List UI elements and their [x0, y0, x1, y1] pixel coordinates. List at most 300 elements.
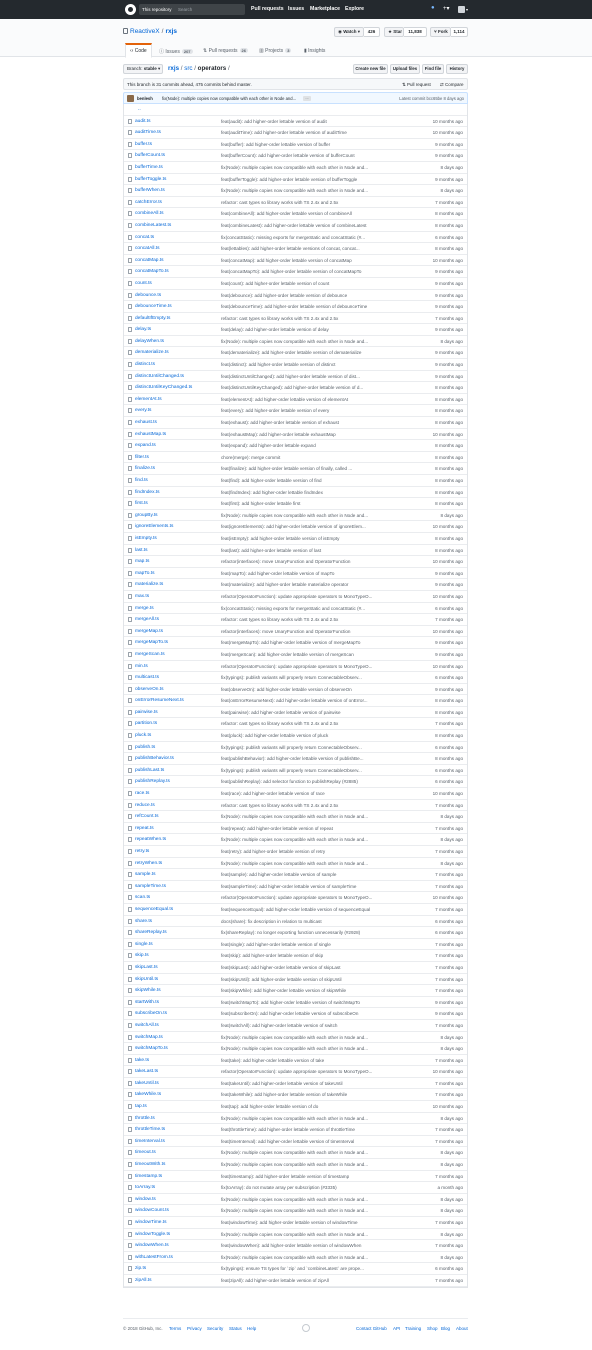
file-commit-message[interactable]: feat(retry): add higher-order lettable version of retry	[221, 849, 326, 854]
file-icon	[128, 293, 132, 298]
file-age: 7 months ago	[435, 1127, 463, 1133]
file-commit-message[interactable]: feat(race): add higher-order lettable version of race	[221, 791, 325, 797]
expand-commit-button[interactable]: ...	[303, 96, 311, 101]
file-name-link[interactable]: pairwise.ts	[135, 709, 158, 715]
file-icon	[128, 1266, 132, 1271]
file-name-link[interactable]: single.ts	[135, 941, 153, 947]
file-icon	[128, 374, 132, 379]
avatar-icon[interactable]	[458, 6, 465, 13]
file-name-link[interactable]: timeout.ts	[135, 1150, 156, 1156]
file-commit-message[interactable]: feat(take): add higher-order lettable version of take	[221, 1057, 325, 1063]
file-age: 10 months ago	[432, 130, 463, 136]
file-name-link[interactable]: min.ts	[135, 663, 148, 669]
find-file-button[interactable]: Find file	[422, 64, 444, 74]
file-name-link[interactable]: groupBy.ts	[135, 512, 158, 518]
file-name-link[interactable]: exhaustMap.ts	[135, 431, 167, 437]
file-commit-message[interactable]: feat(single): add higher-order lettable version of single	[221, 941, 331, 947]
file-icon	[128, 350, 132, 355]
branch-selector[interactable]: Branch: stable ▾	[123, 64, 163, 74]
parent-directory-link[interactable]: ..	[124, 104, 467, 116]
file-commit-message[interactable]: feat(takeUntil): add higher-order lettable version of takeUntil	[221, 1080, 343, 1086]
file-row	[124, 336, 467, 348]
file-age: 7 months ago	[435, 849, 463, 854]
breadcrumb-src[interactable]: src	[184, 65, 193, 72]
file-age: 8 months ago	[435, 454, 463, 460]
file-commit-message[interactable]: feat(skip): add higher-order lettable version of skip	[221, 953, 324, 959]
file-name-link[interactable]: switchMap.ts	[135, 1034, 163, 1040]
file-commit-message[interactable]: fix(typings): ensure TS types for `zip` and `combineLatest` are prope...	[221, 1266, 364, 1272]
tab-code[interactable]: ‹› Code	[125, 43, 152, 58]
file-name-link[interactable]: delay.ts	[135, 327, 152, 333]
file-commit-message[interactable]: refactor: cast types so library works with TS 2.4x and 2.5x	[221, 199, 339, 205]
file-commit-message[interactable]: feat(distinctUntilKeyChanged): add higher-order lettable version of d...	[221, 385, 364, 391]
commit-message[interactable]: fix(Node): multiple copies now compatible with each other in Node and...	[162, 96, 297, 101]
fork-button[interactable]: ⑂ Fork	[430, 27, 451, 37]
file-commit-message[interactable]: feat(delay): add higher-order lettable version of delay	[221, 327, 329, 333]
file-commit-message[interactable]: fix(Node): multiple copies now compatible with each other in Node and...	[221, 1231, 369, 1237]
fork-count[interactable]: 1,114	[451, 27, 468, 37]
file-name-link[interactable]: auditTime.ts	[135, 130, 161, 136]
file-name-link[interactable]: timestamp.ts	[135, 1173, 163, 1179]
nav-issues[interactable]: Issues	[288, 6, 305, 12]
bell-icon[interactable]: ●	[431, 5, 435, 11]
file-commit-message[interactable]: fix(concatStatic): missing exports for mergeStatic and concatStatic (#...	[221, 605, 365, 611]
file-commit-message[interactable]: feat(findIndex): add higher-order lettable findIndex	[221, 489, 323, 495]
file-age: 7 months ago	[435, 315, 463, 321]
file-age: 9 months ago	[435, 362, 463, 368]
file-name-link[interactable]: skipWhile.ts	[135, 988, 161, 994]
history-button[interactable]: History	[446, 64, 468, 74]
file-commit-message[interactable]: chore(merge): merge commit	[221, 454, 281, 460]
file-name-link[interactable]: delayWhen.ts	[135, 338, 165, 344]
file-commit-message[interactable]: fix(toArray): do not mutate array per subscription (#3335)	[221, 1185, 337, 1191]
file-commit-message[interactable]: feat(elementAt): add higher-order lettable version of elementAt	[221, 396, 349, 402]
file-name-link[interactable]: distinctUntilChanged.ts	[135, 373, 185, 379]
file-commit-message[interactable]: fix(Node): multiple copies now compatible with each other in Node and...	[221, 512, 369, 518]
file-name-link[interactable]: retryWhen.ts	[135, 860, 163, 866]
file-commit-message[interactable]: feat(mapTo): add higher-order lettable version of mapTo	[221, 570, 335, 576]
star-button[interactable]: ★ Star	[384, 27, 404, 37]
tab-projects[interactable]: ▥ Projects 3	[259, 48, 290, 54]
file-name-link[interactable]: count.ts	[135, 280, 152, 286]
file-name-link[interactable]: audit.ts	[135, 118, 151, 124]
file-commit-message[interactable]: fix(Node): multiple copies now compatible with each other in Node and...	[221, 338, 369, 344]
file-name-link[interactable]: throttle.ts	[135, 1115, 155, 1121]
github-logo-icon[interactable]	[125, 4, 136, 15]
file-name-link[interactable]: filter.ts	[135, 454, 149, 460]
file-name-link[interactable]: mergeAll.ts	[135, 617, 159, 623]
file-commit-message[interactable]: feat(skipLast): add higher-order lettable version of skipLast	[221, 964, 341, 970]
file-name-link[interactable]: timeInterval.ts	[135, 1138, 165, 1144]
file-commit-message[interactable]: refactor(OperatorFunction): update appropriate operators to MonoTypeO...	[221, 895, 373, 901]
file-age: 8 days ago	[440, 1254, 463, 1260]
file-row	[124, 359, 467, 371]
footer-link-contact[interactable]: Contact GitHub	[356, 1326, 387, 1331]
author-avatar[interactable]	[127, 95, 134, 102]
file-name-link[interactable]: skipLast.ts	[135, 964, 158, 970]
file-commit-message[interactable]: feat(dematerialize): add higher-order lettable version of dematerialize	[221, 350, 362, 356]
file-commit-message[interactable]: feat(concatMapTo): add higher-order lettable version of concatMapTo	[221, 269, 362, 275]
file-commit-message[interactable]: feat(windowTime): add higher-order lettable version of windowTime	[221, 1220, 358, 1225]
file-name-link[interactable]: mergeMap.ts	[135, 628, 163, 634]
file-row	[124, 382, 467, 394]
file-commit-message[interactable]: fix(typings): publish variants will properly return ConnectableObserv...	[221, 744, 362, 750]
file-name-link[interactable]: windowToggle.ts	[135, 1231, 171, 1237]
file-commit-message[interactable]: feat(lettables): add higher-order lettable versions of concat, concat...	[221, 246, 360, 252]
file-commit-message[interactable]: feat(count): add higher-order lettable version of count	[221, 280, 330, 286]
file-commit-message[interactable]: feat(combineAll): add higher-order lettable version of combineAll	[221, 211, 352, 217]
footer-link-api[interactable]: API	[393, 1326, 401, 1331]
file-icon	[128, 165, 132, 170]
file-icon	[128, 1023, 132, 1028]
file-commit-message[interactable]: fix(Node): multiple copies now compatible with each other in Node and...	[221, 837, 369, 843]
file-age: 7 months ago	[435, 953, 463, 959]
footer-link-shop[interactable]: Shop	[427, 1326, 438, 1331]
file-commit-message[interactable]: fix(Node): multiple copies now compatible with each other in Node and...	[221, 1162, 369, 1168]
file-name-link[interactable]: bufferCount.ts	[135, 153, 166, 159]
file-commit-message[interactable]: feat(distinctUntilChanged): add higher-order lettable version of dist...	[221, 373, 360, 379]
file-name-link[interactable]: map.ts	[135, 559, 150, 565]
file-name-link[interactable]: distinct.ts	[135, 362, 155, 368]
file-name-link[interactable]: materialize.ts	[135, 582, 164, 588]
watch-button[interactable]: ◉ Watch ▾	[334, 27, 364, 37]
file-name-link[interactable]: distinctUntilKeyChanged.ts	[135, 385, 193, 391]
file-name-link[interactable]: sequenceEqual.ts	[135, 906, 174, 912]
file-name-link[interactable]: takeWhile.ts	[135, 1092, 162, 1098]
file-commit-message[interactable]: feat(timeInterval): add higher-order lettable version of timeInterval	[221, 1138, 355, 1144]
file-commit-message[interactable]: feat(switchMapTo): add higher-order lettable version of switchMapTo	[221, 999, 360, 1005]
file-commit-message[interactable]: fix(Node): multiple copies now compatible with each other in Node and...	[221, 1208, 369, 1214]
file-commit-message[interactable]: fix(Node): multiple copies now compatible with each other in Node and...	[221, 814, 369, 820]
file-name-link[interactable]: windowTime.ts	[135, 1220, 167, 1225]
file-commit-message[interactable]: feat(pluck): add higher-order lettable version of pluck	[221, 733, 329, 739]
file-name-link[interactable]: buffer.ts	[135, 141, 152, 147]
search-input[interactable]	[139, 4, 245, 15]
file-commit-message[interactable]: feat(materialize): add higher-order lettable materialize operator	[221, 582, 349, 588]
file-age: 7 months ago	[435, 1138, 463, 1144]
file-name-link[interactable]: concat.ts	[135, 234, 155, 240]
file-name-link[interactable]: repeatWhen.ts	[135, 837, 167, 843]
file-age: 8 months ago	[435, 385, 463, 391]
file-commit-message[interactable]: fix(Node): multiple copies now compatible with each other in Node and...	[221, 860, 369, 866]
file-commit-message[interactable]: feat(exhaustMap): add higher-order lettable exhaustMap	[221, 431, 336, 437]
file-commit-message[interactable]: feat(bufferToggle): add higher-order lettable version of bufferToggle	[221, 176, 358, 182]
file-age: 7 months ago	[435, 617, 463, 623]
file-commit-message[interactable]: refactor(OperatorFunction): update appropriate operators to MonoTypeO...	[221, 1069, 373, 1075]
file-commit-message[interactable]: fix(typings): publish variants will properly return ConnectableObserv...	[221, 767, 362, 773]
nav-explore[interactable]: Explore	[345, 6, 365, 12]
file-name-link[interactable]: merge.ts	[135, 605, 154, 611]
file-commit-message[interactable]: fix(Node): multiple copies now compatible with each other in Node and...	[221, 1115, 369, 1121]
file-commit-message[interactable]: feat(find): add higher-order lettable version of find	[221, 478, 322, 483]
file-row	[124, 881, 467, 893]
file-commit-message[interactable]: feat(timestamp): add higher-order lettable version of timestamp	[221, 1173, 350, 1179]
file-name-link[interactable]: startWith.ts	[135, 999, 159, 1005]
file-row	[124, 1171, 467, 1183]
file-name-link[interactable]: repeat.ts	[135, 825, 154, 831]
file-commit-message[interactable]: feat(mergeMapTo): add higher-order lettable version of mergeMapTo	[221, 640, 361, 646]
file-name-link[interactable]: retry.ts	[135, 849, 150, 854]
fork-icon: ⑂	[434, 29, 438, 34]
file-name-link[interactable]: race.ts	[135, 791, 150, 797]
file-name-link[interactable]: find.ts	[135, 478, 148, 483]
footer-link-terms[interactable]: Terms	[169, 1326, 182, 1331]
file-commit-message[interactable]: feat(windowWhen): add higher-order lettable version of windowWhen	[221, 1243, 362, 1249]
tab-issues[interactable]: ⓘ Issues 207	[159, 49, 191, 55]
footer-link-security[interactable]: Security	[207, 1326, 224, 1331]
file-commit-message[interactable]: fix(Node): multiple copies now compatible with each other in Node and...	[221, 1254, 369, 1260]
tab-pull-requests[interactable]: ⇅ Pull requests 26	[203, 48, 246, 54]
file-name-link[interactable]: scan.ts	[135, 895, 151, 901]
file-name-link[interactable]: sampleTime.ts	[135, 883, 167, 889]
file-commit-message[interactable]: feat(expand): add higher-order lettable expand	[221, 443, 316, 449]
file-icon	[128, 258, 132, 263]
file-name-link[interactable]: publishLast.ts	[135, 767, 165, 773]
file-name-link[interactable]: switchMapTo.ts	[135, 1046, 168, 1052]
file-commit-message[interactable]: feat(onErrorResumeNext): add higher-order lettable version of onError...	[221, 698, 368, 704]
file-commit-message[interactable]: feat(sampleTime): add higher-order lettable version of sampleTime	[221, 883, 357, 889]
file-commit-message[interactable]: feat(publishBehavior): add higher-order lettable version of publishBe...	[221, 756, 364, 762]
file-commit-message[interactable]: refactor(interfaces): move UnaryFunction and OperatorFunction	[221, 628, 351, 634]
file-age: 8 months ago	[435, 222, 463, 228]
file-icon	[128, 1116, 132, 1121]
file-name-link[interactable]: multicast.ts	[135, 675, 159, 681]
file-commit-message[interactable]: feat(audit): add higher-order lettable version of audit	[221, 118, 327, 124]
footer-link-status[interactable]: Status	[229, 1326, 242, 1331]
upload-files-button[interactable]: Upload files	[390, 64, 420, 74]
github-mark-icon[interactable]	[302, 1324, 310, 1332]
file-commit-message[interactable]: feat(tap): add higher-order lettable version of do	[221, 1104, 319, 1110]
pull-request-link[interactable]: ⇅ Pull request	[402, 82, 431, 87]
file-name-link[interactable]: exhaust.ts	[135, 420, 157, 426]
file-age: 8 months ago	[435, 709, 463, 715]
file-commit-message[interactable]: feat(isEmpty): add higher-order lettable version of isEmpty	[221, 535, 340, 541]
file-commit-message[interactable]: feat(skipUntil): add higher-order lettable version of skipUntil	[221, 976, 342, 982]
file-commit-message[interactable]: feat(concatMap): add higher-order lettable version of concatMap	[221, 257, 352, 263]
file-commit-message[interactable]: feat(finalize): add higher-order lettable version of finally, called ...	[221, 466, 353, 472]
file-name-link[interactable]: takeUntil.ts	[135, 1080, 159, 1086]
commit-author[interactable]: benlesh	[137, 96, 153, 101]
file-name-link[interactable]: reduce.ts	[135, 802, 155, 808]
file-row	[124, 1182, 467, 1194]
file-name-link[interactable]: mapTo.ts	[135, 570, 155, 576]
file-commit-message[interactable]: feat(mergeScan): add higher-order lettable version of mergeScan	[221, 651, 354, 657]
footer-link-training[interactable]: Training	[405, 1326, 422, 1331]
file-icon	[128, 246, 132, 251]
file-name-link[interactable]: onErrorResumeNext.ts	[135, 698, 184, 704]
file-name-link[interactable]: shareReplay.ts	[135, 930, 167, 936]
star-count[interactable]: 11,838	[404, 27, 427, 37]
file-commit-message[interactable]: feat(zipAll): add higher-order lettable version of zipAll	[221, 1277, 329, 1283]
file-row	[124, 1229, 467, 1241]
file-icon	[128, 490, 132, 495]
file-name-link[interactable]: toArray.ts	[135, 1185, 156, 1191]
file-row	[124, 869, 467, 881]
file-name-link[interactable]: debounceTime.ts	[135, 304, 172, 310]
file-commit-message[interactable]: feat(combineLatest): add higher-order lettable version of combineLatest	[221, 222, 367, 228]
file-commit-message[interactable]: feat(repeat): add higher-order lettable version of repeat	[221, 825, 333, 831]
nav-marketplace[interactable]: Marketplace	[310, 6, 340, 12]
file-name-link[interactable]: defaultIfEmpty.ts	[135, 315, 171, 321]
footer-link-blog[interactable]: Blog	[441, 1326, 451, 1331]
file-commit-message[interactable]: feat(sequenceEqual): add higher-order lettable version of sequenceEqual	[221, 906, 371, 912]
file-name-link[interactable]: isEmpty.ts	[135, 535, 157, 541]
file-commit-message[interactable]: fix(Node): multiple copies now compatible with each other in Node and...	[221, 1034, 369, 1040]
file-name-link[interactable]: dematerialize.ts	[135, 350, 169, 356]
file-commit-message[interactable]: feat(first): add higher-order lettable first	[221, 501, 301, 507]
nav-pull-requests[interactable]: Pull requests	[251, 6, 284, 12]
file-row	[124, 950, 467, 962]
file-commit-message[interactable]: fix(Node): multiple copies now compatible with each other in Node and...	[221, 188, 369, 194]
file-icon	[128, 965, 132, 970]
file-commit-message[interactable]: feat(bufferCount): add higher-order lettable version of bufferCount	[221, 153, 355, 159]
file-commit-message[interactable]: refactor: cast types so library works with TS 2.4x and 2.5x	[221, 617, 339, 623]
file-name-link[interactable]: withLatestFrom.ts	[135, 1254, 173, 1260]
file-commit-message[interactable]: refactor: cast types so library works with TS 2.4x and 2.5x	[221, 802, 339, 808]
file-commit-message[interactable]: feat(last): add higher-order lettable version of last	[221, 547, 322, 553]
file-name-link[interactable]: take.ts	[135, 1057, 150, 1063]
file-name-link[interactable]: concatMapTo.ts	[135, 269, 169, 275]
file-name-link[interactable]: findIndex.ts	[135, 489, 160, 495]
file-commit-message[interactable]: feat(every): add higher-order lettable version of every	[221, 408, 330, 414]
file-commit-message[interactable]: refactor(interfaces): move UnaryFunction and OperatorFunction	[221, 559, 351, 565]
file-name-link[interactable]: skipUntil.ts	[135, 976, 159, 982]
file-commit-message[interactable]: feat(buffer): add higher-order lettable version of buffer	[221, 141, 331, 147]
file-commit-message[interactable]: refactor(OperatorFunction): update appropriate operators to MonoTypeO...	[221, 593, 373, 599]
file-name-link[interactable]: tap.ts	[135, 1104, 147, 1110]
file-commit-message[interactable]: feat(debounce): add higher-order lettable version of debounce	[221, 292, 348, 298]
file-commit-message[interactable]: fix(typings): publish variants will properly return ConnectableObserv...	[221, 675, 362, 681]
file-commit-message[interactable]: refactor: cast types so library works with TS 2.4x and 2.5x	[221, 315, 339, 321]
chevron-down-icon[interactable]: ▾	[466, 7, 469, 12]
footer	[123, 1318, 468, 1338]
file-commit-message[interactable]: fix(Node): multiple copies now compatible with each other in Node and...	[221, 1196, 369, 1202]
file-commit-message[interactable]: feat(debounceTime): add higher-order lettable version of debounceTime	[221, 304, 368, 310]
file-icon	[128, 803, 132, 808]
file-name-link[interactable]: observeOn.ts	[135, 686, 164, 692]
file-icon	[128, 559, 132, 564]
file-name-link[interactable]: switchAll.ts	[135, 1022, 159, 1028]
file-name-link[interactable]: first.ts	[135, 501, 148, 507]
file-commit-message[interactable]: feat(observeOn): add higher-order lettable version of observeOn	[221, 686, 352, 692]
file-name-link[interactable]: publishReplay.ts	[135, 779, 170, 785]
file-name-link[interactable]: subscribeOn.ts	[135, 1011, 167, 1017]
footer-link-privacy[interactable]: Privacy	[187, 1326, 202, 1331]
file-name-link[interactable]: last.ts	[135, 547, 148, 553]
file-commit-message[interactable]: feat(exhaust): add higher-order lettable version of exhaust	[221, 420, 339, 426]
file-name-link[interactable]: every.ts	[135, 408, 152, 414]
file-name-link[interactable]: bufferTime.ts	[135, 164, 163, 170]
file-commit-message[interactable]: feat(skipWhile): add higher-order lettable version of skipWhile	[221, 988, 347, 994]
file-name-link[interactable]: share.ts	[135, 918, 153, 924]
file-row	[124, 255, 467, 267]
file-name-link[interactable]: concatMap.ts	[135, 257, 164, 263]
file-name-link[interactable]: refCount.ts	[135, 814, 159, 820]
file-name-link[interactable]: expand.ts	[135, 443, 156, 449]
pull-requests-count: 26	[241, 48, 246, 53]
file-commit-message[interactable]: refactor: cast types so library works with TS 2.4x and 2.5x	[221, 721, 339, 727]
file-name-link[interactable]: max.ts	[135, 593, 150, 599]
file-age: 9 months ago	[435, 350, 463, 356]
file-icon	[128, 548, 132, 553]
file-name-link[interactable]: mergeScan.ts	[135, 651, 165, 657]
file-name-link[interactable]: windowCount.ts	[135, 1208, 169, 1214]
file-name-link[interactable]: partition.ts	[135, 721, 158, 727]
file-name-link[interactable]: ignoreElements.ts	[135, 524, 174, 530]
plus-icon[interactable]: +▾	[443, 6, 450, 12]
file-commit-message[interactable]: feat(sample): add higher-order lettable version of sample	[221, 872, 337, 878]
file-name-link[interactable]: bufferToggle.ts	[135, 176, 167, 182]
file-name-link[interactable]: window.ts	[135, 1196, 156, 1202]
file-row	[124, 1217, 467, 1229]
tab-insights[interactable]: ▮ Insights	[304, 48, 326, 54]
file-commit-message[interactable]: feat(throttleTime): add higher-order lettable version of throttleTime	[221, 1127, 355, 1133]
file-age: 9 months ago	[435, 1011, 463, 1017]
create-new-file-button[interactable]: Create new file	[353, 64, 388, 74]
file-commit-message[interactable]: fix(Node): multiple copies now compatible with each other in Node and...	[221, 1046, 369, 1052]
file-row	[124, 811, 467, 823]
file-commit-message[interactable]: feat(switchAll): add higher-order lettable version of switch	[221, 1022, 338, 1028]
file-name-link[interactable]: takeLast.ts	[135, 1069, 159, 1075]
file-commit-message[interactable]: feat(pairwise): add higher-order lettable version of pairwise	[221, 709, 341, 715]
file-name-link[interactable]: zip.ts	[135, 1266, 147, 1272]
file-age: 7 months ago	[435, 1173, 463, 1179]
repo-name-link[interactable]: rxjs	[165, 28, 178, 35]
file-name-link[interactable]: throttleTime.ts	[135, 1127, 166, 1133]
file-name-link[interactable]: publishBehavior.ts	[135, 756, 174, 762]
file-commit-message[interactable]: feat(ignoreElements): add higher-order lettable version of ignoreElem...	[221, 524, 366, 530]
file-name-link[interactable]: concatAll.ts	[135, 246, 160, 252]
file-commit-message[interactable]: fix(shareReplay): no longer exporting function unnecessarily (#2928)	[221, 930, 361, 936]
file-name-link[interactable]: combineAll.ts	[135, 211, 164, 217]
file-commit-message[interactable]: feat(takeWhile): add higher-order lettable version of takeWhile	[221, 1092, 348, 1098]
file-commit-message[interactable]: fix(Node): multiple copies now compatible with each other in Node and...	[221, 1150, 369, 1156]
file-commit-message[interactable]: feat(subscribeOn): add higher-order lettable version of subscribeOn	[221, 1011, 359, 1017]
file-commit-message[interactable]: docs(share): fix description in relation to multicast	[221, 918, 322, 924]
file-name-link[interactable]: combineLatest.ts	[135, 222, 172, 228]
repo-owner-link[interactable]: ReactiveX	[130, 28, 160, 35]
footer-link-help[interactable]: Help	[247, 1326, 257, 1331]
file-name-link[interactable]: publish.ts	[135, 744, 156, 750]
file-commit-message[interactable]: feat(distinct): add higher-order lettable version of distinct	[221, 362, 336, 368]
file-name-link[interactable]: zipAll.ts	[135, 1277, 152, 1283]
watch-count[interactable]: 426	[364, 27, 380, 37]
file-name-link[interactable]: debounce.ts	[135, 292, 162, 298]
file-name-link[interactable]: sample.ts	[135, 872, 156, 878]
footer-link-about[interactable]: About	[456, 1326, 468, 1331]
file-commit-message[interactable]: feat(auditTime): add higher-order lettable version of auditTime	[221, 130, 347, 136]
file-name-link[interactable]: catchError.ts	[135, 199, 162, 205]
file-commit-message[interactable]: fix(concatStatic): missing exports for mergeStatic and concatStatic (#...	[221, 234, 365, 240]
file-name-link[interactable]: pluck.ts	[135, 733, 152, 739]
latest-commit-info[interactable]: Latest commit bcc65be 8 days ago	[399, 96, 464, 101]
file-commit-message[interactable]: refactor(OperatorFunction): update appropriate operators to MonoTypeO...	[221, 663, 373, 669]
file-commit-message[interactable]: fix(Node): multiple copies now compatible with each other in Node and...	[221, 164, 369, 170]
file-age: 8 months ago	[435, 501, 463, 507]
file-name-link[interactable]: elementAt.ts	[135, 396, 162, 402]
file-name-link[interactable]: windowWhen.ts	[135, 1243, 169, 1249]
file-commit-message[interactable]: feat(publishReplay): add selector function to publishReplay (#2885)	[221, 779, 358, 785]
file-icon	[128, 432, 132, 437]
compare-link[interactable]: ⇄ Compare	[440, 82, 464, 87]
file-name-link[interactable]: mergeMapTo.ts	[135, 640, 169, 646]
file-name-link[interactable]: bufferWhen.ts	[135, 188, 165, 194]
file-name-link[interactable]: timeoutWith.ts	[135, 1162, 166, 1168]
file-name-link[interactable]: skip.ts	[135, 953, 149, 959]
file-name-link[interactable]: finalize.ts	[135, 466, 155, 472]
breadcrumb-root[interactable]: rxjs	[168, 65, 180, 72]
file-icon	[128, 443, 132, 448]
